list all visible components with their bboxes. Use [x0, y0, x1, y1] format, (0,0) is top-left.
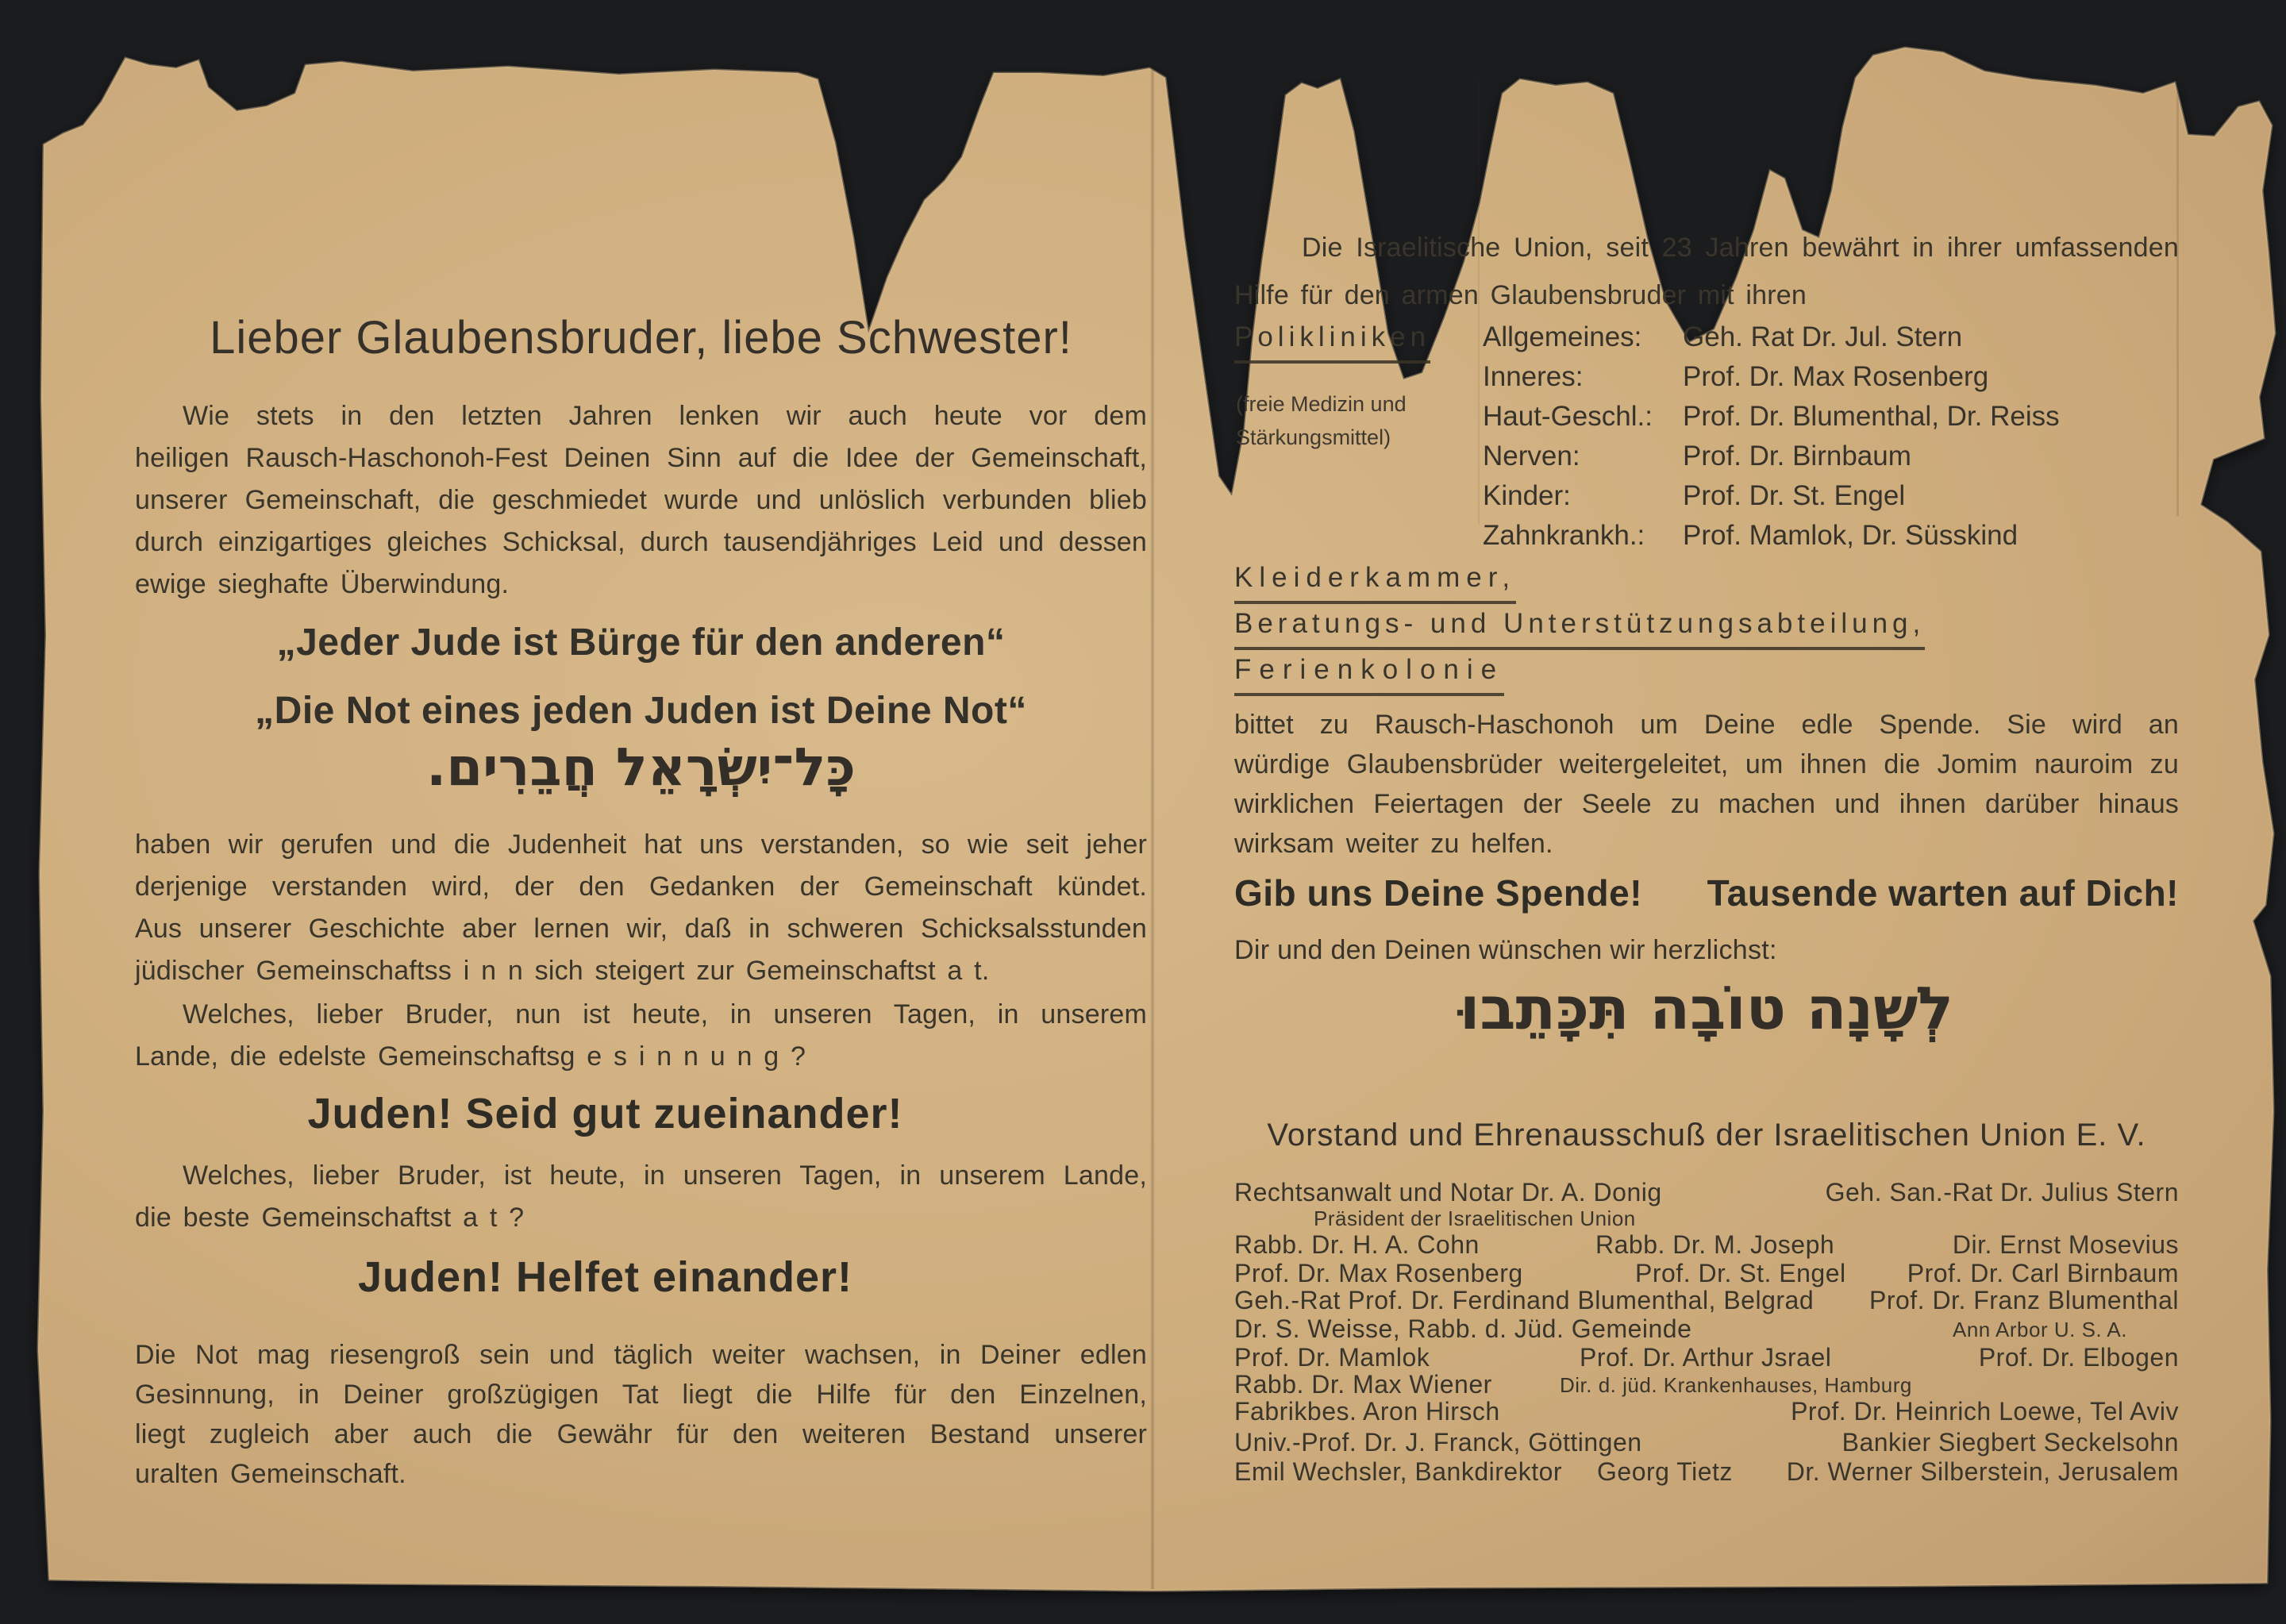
board-row	[1234, 1230, 2179, 1262]
board-row	[1234, 1397, 2179, 1429]
paragraph-line: Die Not mag riesengroß sein und täglich weiter wachsen, in Deiner edlen	[135, 1340, 1147, 1370]
board-name: Rabb. Dr. H. A. Cohn	[1234, 1230, 1480, 1259]
board-name: Fabrikbes. Aron Hirsch	[1234, 1397, 1500, 1426]
paragraph-line: wirklichen Feiertagen der Seele zu machen und ihnen darüber hinaus	[1234, 789, 2179, 819]
community-paragraph	[135, 824, 1147, 992]
clinic-dept: Haut-Geschl.:	[1483, 401, 1653, 432]
board-name: Dir. Ernst Mosevius	[1952, 1230, 2179, 1259]
paragraph-line: Hilfe für den armen Glaubensbruder mit ihren	[1234, 280, 1807, 310]
clinic-dept: Zahnkrankh.:	[1483, 520, 1645, 551]
department-beratung: Beratungs- und Unterstützungsabteilung,	[1234, 608, 1925, 650]
paragraph-line: Wie stets in den letzten Jahren lenken wir auch heute vor dem	[183, 401, 1147, 431]
clinic-doctors: Prof. Mamlok, Dr. Süsskind	[1683, 520, 2019, 551]
board-name: Prof. Dr. Franz Blumenthal	[1868, 1286, 2179, 1314]
slogan-helfet-einander: Juden! Helfet einander!	[357, 1253, 853, 1301]
board-note: Ann Arbor U. S. A.	[1953, 1318, 2127, 1341]
paragraph-line: haben wir gerufen und die Judenheit hat uns verstanden, so wie seit jeher	[135, 829, 1147, 860]
salutation-heading: Lieber Glaubensbruder, liebe Schwester!	[210, 312, 1072, 364]
paragraph-line: liegt zugleich aber auch die Gewähr für den weiteren Bestand unserer	[135, 1419, 1147, 1449]
slogan-seid-gut: Juden! Seid gut zueinander!	[307, 1090, 903, 1137]
wish-line: Dir und den Deinen wünschen wir herzlichst:	[1234, 935, 1777, 965]
paragraph-line: jüdischer Gemeinschaftss i n n sich steigert zur Gemeinschaftst a t.	[135, 956, 990, 986]
clinic-doctors: Prof. Dr. Blumenthal, Dr. Reiss	[1683, 401, 2060, 432]
paragraph-line: Gesinnung, in Deiner großzügigen Tat liegt die Hilfe für den Einzelnen,	[135, 1380, 1147, 1410]
cta-spende: Gib uns Deine Spende!	[1234, 872, 1643, 914]
quote-line-2: „Die Not eines jeden Juden ist Deine Not“	[255, 690, 1027, 732]
paragraph-line: Welches, lieber Bruder, nun ist heute, in unseren Tagen, in unserem	[183, 999, 1147, 1029]
board-name: Rabb. Dr. M. Joseph	[1595, 1230, 1835, 1259]
board-row	[1234, 1457, 2179, 1489]
paragraph-line: unserer Gemeinschaft, die geschmiedet wurde und unlöslich verbunden blieb	[135, 485, 1147, 515]
board-name: Prof. Dr. Heinrich Loewe, Tel Aviv	[1791, 1397, 2179, 1426]
board-name: Prof. Dr. Arthur Jsrael	[1580, 1343, 1832, 1372]
paragraph-line: derjenige verstanden wird, der den Gedanken der Gemeinschaft kündet.	[135, 872, 1147, 902]
left-column	[135, 0, 1147, 1624]
board-name: Rabb. Dr. Max Wiener	[1234, 1370, 1492, 1399]
center-fold-crease	[1150, 70, 1155, 1589]
paragraph-line: Lande, die edelste Gemeinschaftsg e s i n n u n g ?	[135, 1041, 806, 1072]
board-name: Emil Wechsler, Bankdirektor	[1234, 1457, 1563, 1486]
paragraph-line: Aus unserer Geschichte aber lernen wir, daß in schweren Schicksalsstunden	[135, 914, 1147, 944]
clinic-doctors: Prof. Dr. Max Rosenberg	[1683, 361, 1989, 392]
clinic-dept: Nerven:	[1483, 441, 1580, 471]
board-name: Geh.-Rat Prof. Dr. Ferdinand Blumenthal, Belgrad	[1234, 1286, 1815, 1314]
board-name: Dr. S. Weisse, Rabb. d. Jüd. Gemeinde	[1234, 1314, 1692, 1343]
paragraph-line: die beste Gemeinschaftst a t ?	[135, 1203, 525, 1233]
department-ferienkolonie: Ferienkolonie	[1234, 654, 1504, 696]
question-paragraph-2	[135, 1155, 1147, 1239]
board-name: Univ.-Prof. Dr. J. Franck, Göttingen	[1234, 1428, 1642, 1457]
board-name: Dr. Werner Silberstein, Jerusalem	[1786, 1457, 2179, 1486]
union-intro-paragraph	[1234, 224, 2179, 319]
cta-tausende: Tausende warten auf Dich!	[1707, 872, 2179, 914]
closing-paragraph	[135, 1335, 1147, 1494]
board-note: Dir. d. jüd. Krankenhauses, Hamburg	[1560, 1373, 1912, 1397]
paragraph-line: würdige Glaubensbrüder weitergeleitet, um ihnen die Jomim nauroim zu	[1234, 749, 2179, 779]
donation-appeal-paragraph	[1234, 705, 2179, 864]
board-name: Bankier Siegbert Seckelsohn	[1842, 1428, 2179, 1457]
board-name: Prof. Dr. St. Engel	[1635, 1259, 1846, 1287]
polikliniken-note	[1236, 387, 1407, 454]
call-to-action	[1234, 872, 2179, 914]
hebrew-motto: כָּל־יִשְׂרָאֵל חֲבֵרִים.	[426, 737, 856, 798]
board-name: Prof. Dr. Mamlok	[1234, 1343, 1430, 1372]
department-kleiderkammer: Kleiderkammer,	[1234, 562, 1516, 604]
board-heading: Vorstand und Ehrenausschuß der Israelitischen Union E. V.	[1267, 1118, 2146, 1153]
question-paragraph-1	[135, 994, 1147, 1078]
board-name: Prof. Dr. Elbogen	[1978, 1343, 2179, 1372]
board-name: Prof. Dr. Max Rosenberg	[1234, 1259, 1523, 1287]
clinic-doctors: Geh. Rat Dr. Jul. Stern	[1683, 321, 1963, 352]
paragraph-line: Welches, lieber Bruder, ist heute, in unseren Tagen, in unserem Lande,	[183, 1160, 1147, 1191]
clinic-dept: Allgemeines:	[1483, 321, 1642, 352]
board-name: Geh. San.-Rat Dr. Julius Stern	[1825, 1178, 2179, 1206]
board-row	[1234, 1178, 2179, 1210]
clinic-doctors: Prof. Dr. Birnbaum	[1683, 441, 1911, 471]
paragraph-line: bittet zu Rausch-Haschonoh um Deine edle Spende. Sie wird an	[1234, 710, 2179, 740]
board-row	[1234, 1286, 2179, 1318]
paragraph-line: wirksam weiter zu helfen.	[1234, 829, 1553, 859]
paragraph-line: Die Israelitische Union, seit 23 Jahren bewährt in ihrer umfassenden	[1302, 233, 2179, 263]
hebrew-new-year-greeting: לְשָׁנָה טוֹבָה תִּכָּתֵבוּ	[1460, 975, 1953, 1043]
board-name: Prof. Dr. Carl Birnbaum	[1907, 1259, 2179, 1287]
board-name: Georg Tietz	[1597, 1457, 1733, 1486]
note-line: Stärkungsmittel)	[1236, 425, 1391, 449]
board-row	[1234, 1314, 2179, 1346]
board-subtitle: Präsident der Israelitischen Union	[1314, 1206, 1636, 1230]
quote-line-1: „Jeder Jude ist Bürge für den anderen“	[276, 622, 1006, 664]
paragraph-line: durch einzigartiges gleiches Schicksal, durch tausendjähriges Leid und dessen	[135, 527, 1147, 557]
intro-paragraph	[135, 395, 1147, 606]
clinic-dept: Kinder:	[1483, 480, 1571, 511]
board-name: Rechtsanwalt und Notar Dr. A. Donig	[1234, 1178, 1662, 1206]
right-column	[1234, 0, 2179, 1624]
clinic-doctors: Prof. Dr. St. Engel	[1683, 480, 1906, 511]
clinic-dept: Inneres:	[1483, 361, 1584, 392]
board-row	[1234, 1428, 2179, 1460]
paragraph-line: uralten Gemeinschaft.	[135, 1459, 406, 1489]
polikliniken-label: Polikliniken	[1234, 321, 1430, 364]
note-line: (freie Medizin und	[1236, 392, 1407, 416]
paragraph-line: heiligen Rausch-Haschonoh-Fest Deinen Sinn auf die Idee der Gemeinschaft,	[135, 443, 1147, 473]
paragraph-line: ewige sieghafte Überwindung.	[135, 569, 510, 599]
